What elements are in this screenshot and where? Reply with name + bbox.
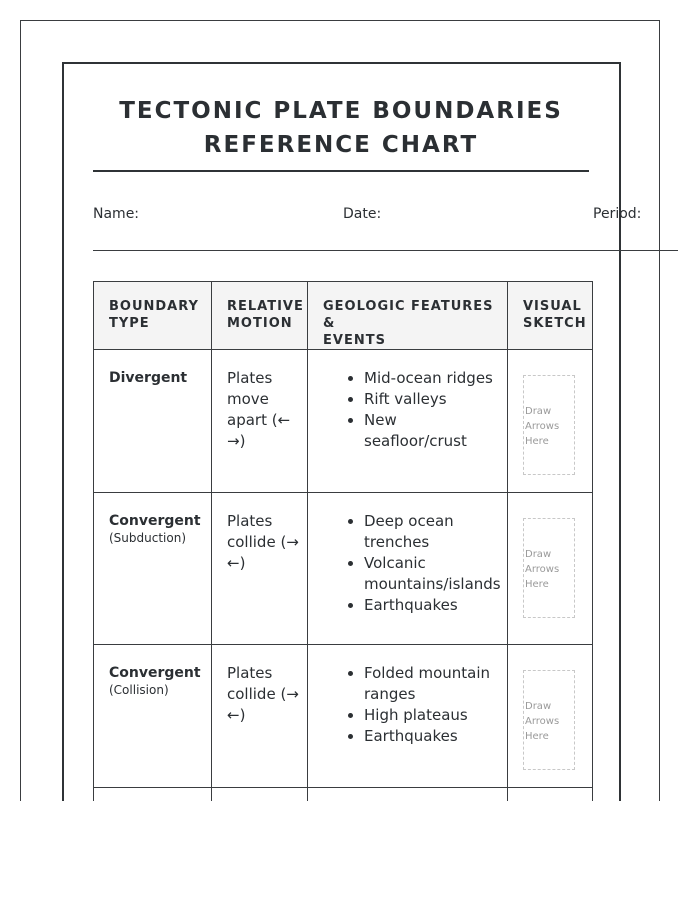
title-divider	[93, 170, 589, 172]
boundary-type-cell	[94, 350, 212, 493]
features-list	[323, 511, 499, 616]
sketch-drawing-area[interactable]: Draw Arrows Here	[523, 518, 575, 618]
features-cell	[308, 350, 508, 493]
features-list	[323, 368, 499, 452]
relative-motion-cell	[212, 493, 308, 645]
relative-motion-cell	[212, 350, 308, 493]
sketch-drawing-area[interactable]: Draw Arrows Here	[523, 375, 575, 475]
boundary-type-name: Divergent	[109, 370, 188, 386]
list-item: • Volcanic mountains/islands	[364, 553, 499, 595]
title-line-2: REFERENCE CHART	[203, 132, 479, 158]
list-item: • Earthquakes	[364, 595, 499, 616]
table-row	[94, 493, 593, 645]
relative-motion-text: Plates collide (→ ←)	[227, 512, 299, 572]
boundaries-table	[93, 281, 593, 801]
table-row	[94, 788, 593, 802]
date-field-label: Date:	[343, 206, 382, 222]
list-item: • High plateaus	[364, 705, 499, 726]
title-line-1: TECTONIC PLATE BOUNDARIES	[119, 98, 563, 124]
table-row	[94, 645, 593, 788]
header-boundary-type: BOUNDARY TYPE	[94, 282, 212, 350]
boundary-type-name: Convergent	[109, 513, 201, 529]
header-visual-sketch: VISUAL SKETCH	[508, 282, 593, 350]
features-cell	[308, 645, 508, 788]
relative-motion-text: Plates move apart (← →)	[227, 369, 291, 450]
relative-motion-cell	[212, 788, 308, 802]
boundary-type-cell	[94, 788, 212, 802]
list-item: • Earthquakes	[364, 726, 499, 747]
boundary-type-cell	[94, 645, 212, 788]
sketch-cell	[508, 788, 593, 802]
sketch-cell	[508, 493, 593, 645]
header-geologic-features: GEOLOGIC FEATURES & EVENTS	[308, 282, 508, 350]
boundary-type-name: Convergent	[109, 665, 201, 681]
list-item: • Mid-ocean ridges	[364, 368, 499, 389]
page-title	[93, 94, 589, 162]
period-field-label: Period:	[593, 206, 642, 222]
name-field-label: Name:	[93, 206, 140, 222]
features-cell	[308, 493, 508, 645]
fields-divider	[93, 250, 678, 251]
table-row	[94, 350, 593, 493]
list-item: • Deep ocean trenches	[364, 511, 499, 553]
relative-motion-text: Plates collide (→ ←)	[227, 664, 299, 724]
features-cell	[308, 788, 508, 802]
sketch-drawing-area[interactable]: Draw Arrows Here	[523, 670, 575, 770]
header-relative-motion: RELATIVE MOTION	[212, 282, 308, 350]
list-item: • Rift valleys	[364, 389, 499, 410]
sketch-cell	[508, 645, 593, 788]
list-item: • New seafloor/crust	[364, 410, 499, 452]
table-header-row	[94, 282, 593, 350]
boundary-subtype: (Subduction)	[109, 531, 187, 545]
boundary-type-cell	[94, 493, 212, 645]
list-item: • Folded mountain ranges	[364, 663, 499, 705]
boundary-subtype: (Collision)	[109, 683, 169, 697]
sketch-cell	[508, 350, 593, 493]
relative-motion-cell	[212, 645, 308, 788]
features-list	[323, 663, 499, 747]
